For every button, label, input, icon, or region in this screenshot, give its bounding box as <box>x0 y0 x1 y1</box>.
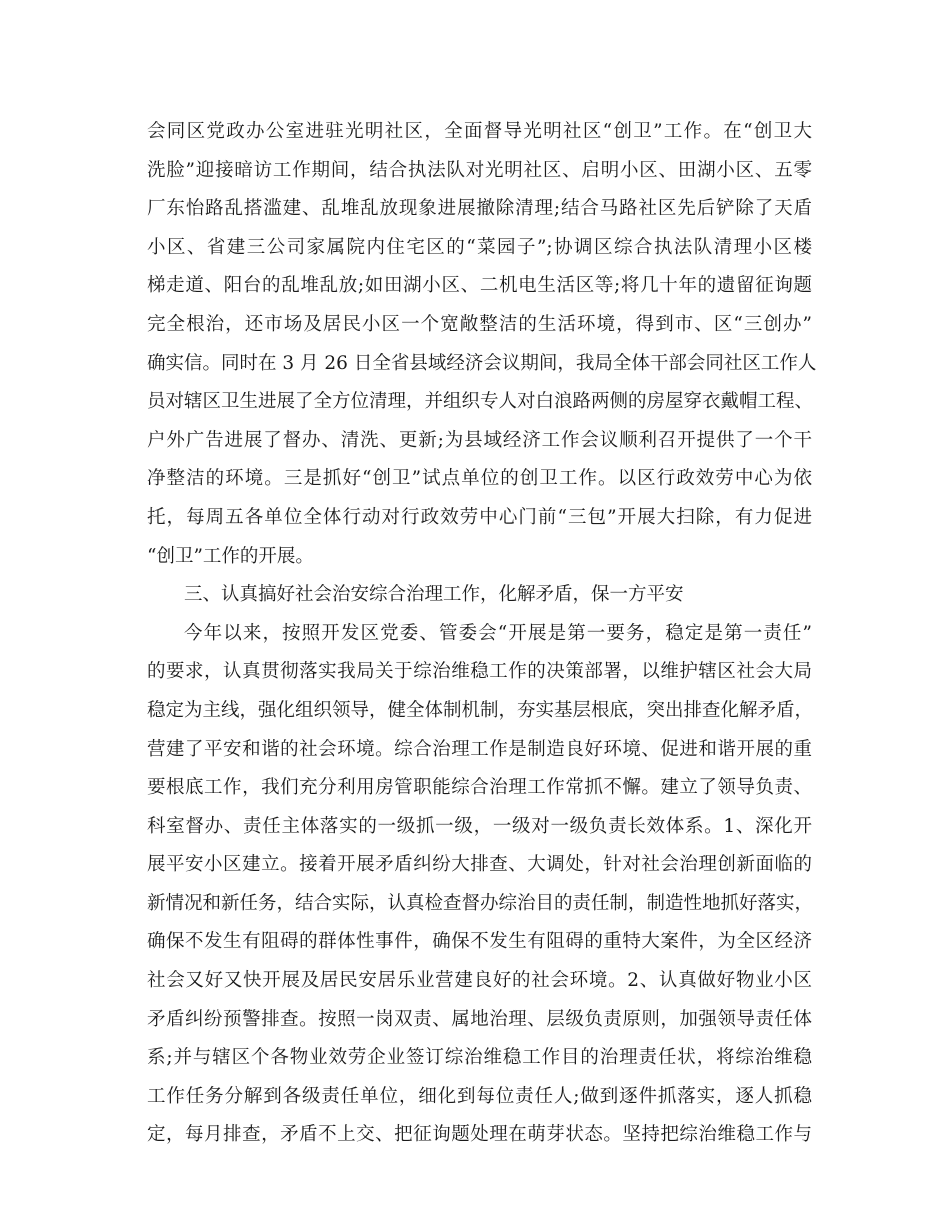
text-line: 会同区党政办公室进驻光明社区，全面督导光明社区“创卫”工作。在“创卫大 <box>147 121 812 142</box>
text-line: 新情况和新任务，结合实际，认真检查督办综治目的责任制，制造性地抓好落实， <box>147 892 814 914</box>
text-line: 营建了平安和谐的社会环境。综合治理工作是制造良好环境、促进和谐开展的重 <box>147 738 812 760</box>
text-line: 净整洁的环境。三是抓好“创卫”试点单位的创卫工作。以区行政效劳中心为依 <box>147 468 812 490</box>
text-line: 工作任务分解到各级责任单位，细化到每位责任人;做到逐件抓落实，逐人抓稳 <box>147 1085 812 1107</box>
text-line: 的要求，认真贯彻落实我局关于综治维稳工作的决策部署，以维护辖区社会大局 <box>147 661 812 683</box>
text-line: 厂东怡路乱搭滥建、乱堆乱放现象进展撤除清理;结合马路社区先后铲除了天盾 <box>147 198 812 220</box>
text-line: 要根底工作，我们充分利用房管职能综合治理工作常抓不懈。建立了领导负责、 <box>147 777 812 799</box>
text-line: 系;并与辖区个各物业效劳企业签订综治维稳工作目的治理责任状，将综治维稳 <box>147 1047 812 1069</box>
text-line: 洗脸”迎接暗访工作期间，结合执法队对光明社区、启明小区、田湖小区、五零 <box>147 159 812 181</box>
text-line: 定，每月排查，矛盾不上交、把征询题处理在萌芽状态。坚持把综治维稳工作与 <box>147 1124 812 1146</box>
text-line: 稳定为主线，强化组织领导，健全体制机制，夯实基层根底，突出排查化解矛盾， <box>147 699 814 721</box>
text-line: 确实信。同时在 3 月 26 日全省县域经济会议期间，我局全体干部会同社区工作人 <box>147 352 817 374</box>
text-line: 科室督办、责任主体落实的一级抓一级，一级对一级负责长效体系。1、深化开 <box>147 815 812 837</box>
text-line: 今年以来，按照开发区党委、管委会“开展是第一要务，稳定是第一责任” <box>184 622 812 644</box>
text-line: 托，每周五各单位全体行动对行政效劳中心门前“三包”开展大扫除，有力促进 <box>147 506 812 528</box>
text-line: 梯走道、阳台的乱堆乱放;如田湖小区、二机电生活区等;将几十年的遗留征询题 <box>147 275 812 297</box>
text-line: 完全根治，还市场及居民小区一个宽敞整洁的生活环境，得到市、区“三创办” <box>147 313 812 335</box>
text-line: 户外广告进展了督办、清洗、更新;为县域经济工作会议顺利召开提供了一个干 <box>147 429 812 451</box>
text-line: “创卫”工作的开展。 <box>147 545 314 567</box>
section-heading: 三、认真搞好社会治安综合治理工作，化解矛盾，保一方平安 <box>184 584 684 606</box>
text-line: 员对辖区卫生进展了全方位清理，并组织专人对白浪路两侧的房屋穿衣戴帽工程、 <box>147 391 814 413</box>
text-line: 小区、省建三公司家属院内住宅区的“菜园子”;协调区综合执法队清理小区楼 <box>147 236 812 258</box>
body-text <box>147 113 817 1155</box>
text-line: 确保不发生有阻碍的群体性事件，确保不发生有阻碍的重特大案件，为全区经济 <box>147 931 812 953</box>
text-line: 社会又好又快开展及居民安居乐业营建良好的社会环境。2、认真做好物业小区 <box>147 970 812 992</box>
text-line: 矛盾纠纷预警排查。按照一岗双责、属地治理、层级负责原则，加强领导责任体 <box>147 1008 812 1030</box>
text-line: 展平安小区建立。接着开展矛盾纠纷大排查、大调处，针对社会治理创新面临的 <box>147 854 812 876</box>
